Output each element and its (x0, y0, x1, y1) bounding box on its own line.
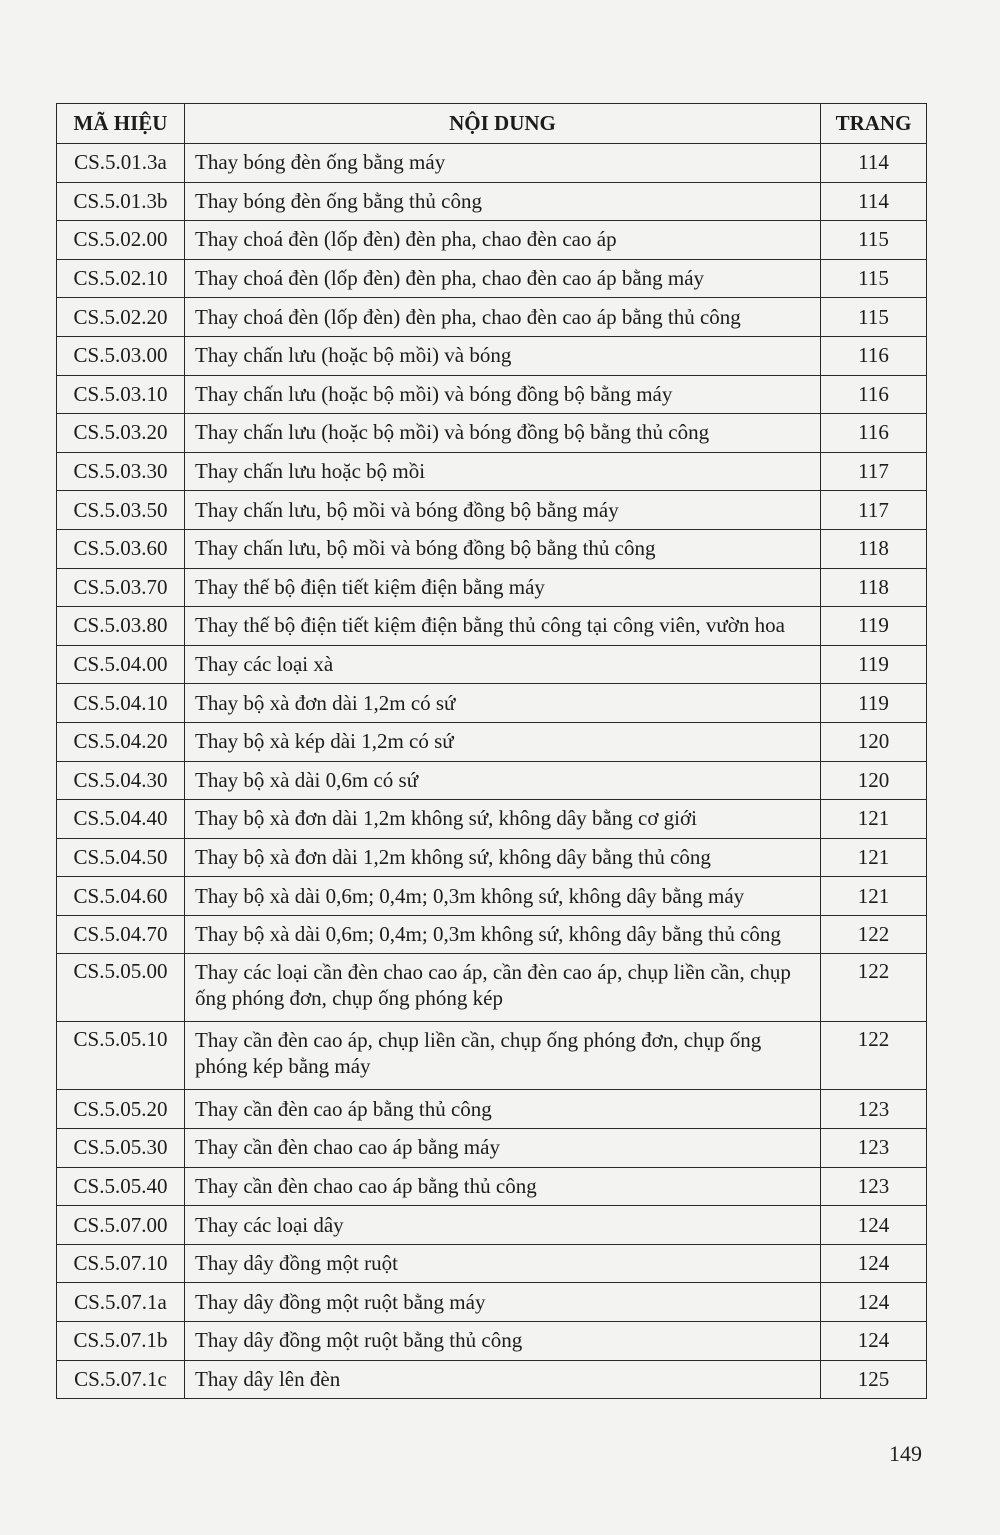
table-row (57, 1022, 927, 1090)
row-content: Thay các loại dây (185, 1206, 821, 1245)
header-content: NỘI DUNG (185, 104, 821, 144)
row-content: Thay thế bộ điện tiết kiệm điện bằng máy (185, 568, 821, 607)
row-code: CS.5.03.30 (57, 452, 185, 491)
header-code: MÃ HIỆU (57, 104, 185, 144)
row-page: 119 (821, 684, 927, 723)
row-code: CS.5.02.00 (57, 221, 185, 260)
row-code: CS.5.05.20 (57, 1090, 185, 1129)
row-code: CS.5.04.20 (57, 722, 185, 761)
row-code: CS.5.03.80 (57, 607, 185, 646)
row-page: 115 (821, 298, 927, 337)
row-content: Thay chấn lưu hoặc bộ mồi (185, 452, 821, 491)
row-content: Thay cần đèn cao áp, chụp liền cần, chụp ống phóng đơn, chụp ống phóng kép bằng máy (185, 1022, 821, 1090)
table-row (57, 877, 927, 916)
row-page: 116 (821, 375, 927, 414)
row-content: Thay bộ xà đơn dài 1,2m có sứ (185, 684, 821, 723)
row-code: CS.5.03.20 (57, 414, 185, 453)
row-content: Thay bộ xà đơn dài 1,2m không sứ, không dây bằng cơ giới (185, 800, 821, 839)
page-number: 149 (889, 1441, 922, 1466)
row-page: 124 (821, 1244, 927, 1283)
row-page: 116 (821, 414, 927, 453)
table-row (57, 1322, 927, 1361)
table-row (57, 1283, 927, 1322)
row-code: CS.5.04.70 (57, 915, 185, 954)
row-code: CS.5.03.00 (57, 336, 185, 375)
row-code: CS.5.02.20 (57, 298, 185, 337)
table-row (57, 529, 927, 568)
header-page: TRANG (821, 104, 927, 144)
table-row (57, 1167, 927, 1206)
row-content: Thay dây đồng một ruột bằng thủ công (185, 1322, 821, 1361)
row-content: Thay chấn lưu, bộ mồi và bóng đồng bộ bằng máy (185, 491, 821, 530)
table-row (57, 1090, 927, 1129)
row-page: 124 (821, 1322, 927, 1361)
row-content: Thay cần đèn chao cao áp bằng thủ công (185, 1167, 821, 1206)
table-row (57, 1360, 927, 1399)
table-row (57, 568, 927, 607)
row-page: 119 (821, 607, 927, 646)
table-row (57, 954, 927, 1022)
row-page: 119 (821, 645, 927, 684)
row-content: Thay chấn lưu (hoặc bộ mồi) và bóng đồng bộ bằng thủ công (185, 414, 821, 453)
row-content: Thay bộ xà dài 0,6m có sứ (185, 761, 821, 800)
row-content: Thay choá đèn (lốp đèn) đèn pha, chao đèn cao áp (185, 221, 821, 260)
table-row (57, 1129, 927, 1168)
row-page: 123 (821, 1090, 927, 1129)
table-row (57, 491, 927, 530)
row-page: 122 (821, 1022, 927, 1090)
table-of-contents (56, 103, 927, 1399)
row-page: 116 (821, 336, 927, 375)
table-row (57, 182, 927, 221)
table-row (57, 915, 927, 954)
row-page: 122 (821, 954, 927, 1022)
table-row (57, 414, 927, 453)
row-content: Thay chấn lưu (hoặc bộ mồi) và bóng (185, 336, 821, 375)
row-content: Thay dây đồng một ruột bằng máy (185, 1283, 821, 1322)
row-code: CS.5.03.60 (57, 529, 185, 568)
row-code: CS.5.04.50 (57, 838, 185, 877)
table-row (57, 800, 927, 839)
table-row (57, 1206, 927, 1245)
row-content: Thay bộ xà đơn dài 1,2m không sứ, không dây bằng thủ công (185, 838, 821, 877)
row-page: 114 (821, 182, 927, 221)
row-page: 120 (821, 722, 927, 761)
row-content: Thay cần đèn cao áp bằng thủ công (185, 1090, 821, 1129)
row-content: Thay choá đèn (lốp đèn) đèn pha, chao đèn cao áp bằng thủ công (185, 298, 821, 337)
row-page: 125 (821, 1360, 927, 1399)
row-code: CS.5.04.30 (57, 761, 185, 800)
row-content: Thay cần đèn chao cao áp bằng máy (185, 1129, 821, 1168)
row-code: CS.5.05.30 (57, 1129, 185, 1168)
row-code: CS.5.04.10 (57, 684, 185, 723)
row-code: CS.5.04.40 (57, 800, 185, 839)
table-row (57, 221, 927, 260)
row-content: Thay dây đồng một ruột (185, 1244, 821, 1283)
row-page: 121 (821, 838, 927, 877)
row-content: Thay thế bộ điện tiết kiệm điện bằng thủ công tại công viên, vườn hoa (185, 607, 821, 646)
table-row (57, 607, 927, 646)
row-code: CS.5.07.1a (57, 1283, 185, 1322)
row-page: 115 (821, 221, 927, 260)
row-content: Thay bộ xà kép dài 1,2m có sứ (185, 722, 821, 761)
row-code: CS.5.04.00 (57, 645, 185, 684)
row-page: 115 (821, 259, 927, 298)
row-code: CS.5.04.60 (57, 877, 185, 916)
row-content: Thay bóng đèn ống bằng máy (185, 144, 821, 183)
table-row (57, 761, 927, 800)
row-page: 123 (821, 1129, 927, 1168)
row-content: Thay dây lên đèn (185, 1360, 821, 1399)
table-row (57, 1244, 927, 1283)
table-body (57, 144, 927, 1399)
row-content: Thay các loại cần đèn chao cao áp, cần đèn cao áp, chụp liền cần, chụp ống phóng đơn, chụp ống phóng kép (185, 954, 821, 1022)
row-code: CS.5.01.3b (57, 182, 185, 221)
row-code: CS.5.03.70 (57, 568, 185, 607)
table-row (57, 144, 927, 183)
row-page: 124 (821, 1283, 927, 1322)
row-content: Thay bóng đèn ống bằng thủ công (185, 182, 821, 221)
row-code: CS.5.07.10 (57, 1244, 185, 1283)
row-page: 117 (821, 491, 927, 530)
row-page: 121 (821, 877, 927, 916)
row-code: CS.5.05.40 (57, 1167, 185, 1206)
row-content: Thay bộ xà dài 0,6m; 0,4m; 0,3m không sứ, không dây bằng máy (185, 877, 821, 916)
row-code: CS.5.05.10 (57, 1022, 185, 1090)
row-content: Thay chấn lưu (hoặc bộ mồi) và bóng đồng bộ bằng máy (185, 375, 821, 414)
table-row (57, 259, 927, 298)
table-row (57, 722, 927, 761)
table-row (57, 684, 927, 723)
row-page: 124 (821, 1206, 927, 1245)
row-content: Thay các loại xà (185, 645, 821, 684)
row-code: CS.5.07.1b (57, 1322, 185, 1361)
row-content: Thay bộ xà dài 0,6m; 0,4m; 0,3m không sứ, không dây bằng thủ công (185, 915, 821, 954)
row-code: CS.5.02.10 (57, 259, 185, 298)
row-page: 122 (821, 915, 927, 954)
row-code: CS.5.07.00 (57, 1206, 185, 1245)
row-code: CS.5.05.00 (57, 954, 185, 1022)
table-row (57, 375, 927, 414)
row-page: 120 (821, 761, 927, 800)
table-row (57, 452, 927, 491)
row-code: CS.5.07.1c (57, 1360, 185, 1399)
row-page: 118 (821, 529, 927, 568)
row-page: 123 (821, 1167, 927, 1206)
row-page: 114 (821, 144, 927, 183)
row-page: 118 (821, 568, 927, 607)
table-row (57, 298, 927, 337)
table-header-row (57, 104, 927, 144)
row-page: 121 (821, 800, 927, 839)
row-content: Thay choá đèn (lốp đèn) đèn pha, chao đèn cao áp bằng máy (185, 259, 821, 298)
row-page: 117 (821, 452, 927, 491)
row-content: Thay chấn lưu, bộ mồi và bóng đồng bộ bằng thủ công (185, 529, 821, 568)
row-code: CS.5.03.50 (57, 491, 185, 530)
row-code: CS.5.03.10 (57, 375, 185, 414)
table-row (57, 838, 927, 877)
row-code: CS.5.01.3a (57, 144, 185, 183)
table-row (57, 645, 927, 684)
table-row (57, 336, 927, 375)
